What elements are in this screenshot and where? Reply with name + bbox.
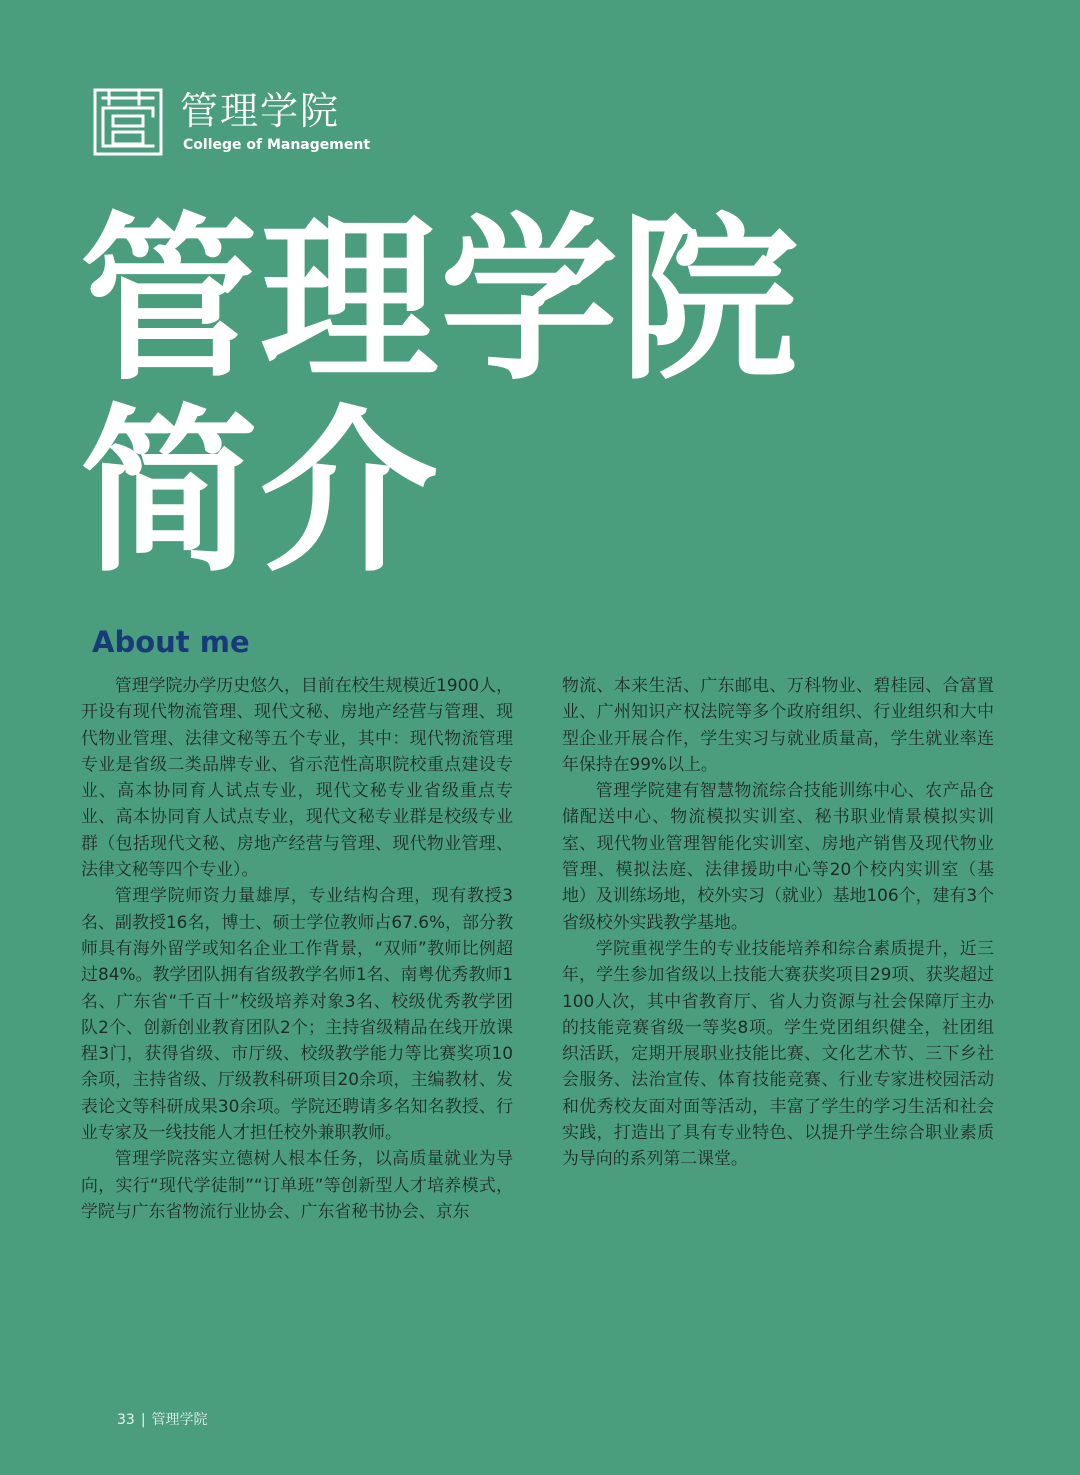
paragraph: 管理学院师资力量雄厚，专业结构合理，现有教授3名、副教授16名，博士、硕士学位教师占67.6%，部分教师具有海外留学或知名企业工作背景，“双师”教师比例超过84%。教学团队拥有省级教学名师1名、南粤优秀教师1名、广东省“千百十”校级培养对象3名、校级优秀教学团队2个、创新创业教育团队2个；主持省级精品在线开放课程3门，获得省级、市厅级、校级教学能力等比赛奖项10余项，主持省级、厅级教科研项目20余项，主编教材、发表论文等科研成果30余项。学院还聘请多名知名教授、行业专家及一线技能人才担任校外兼职教师。 <box>81 885 513 1143</box>
title-line-1: 管理学院 <box>80 197 800 404</box>
title-line-2: 简介 <box>80 389 440 596</box>
page-title <box>80 197 800 596</box>
paragraph: 管理学院建有智慧物流综合技能训练中心、农产品仓储配送中心、物流模拟实训室、秘书职业情景模拟实训室、现代物业管理智能化实训室、房地产销售及现代物业管理、模拟法庭、法律援助中心等20个校内实训室（基地）及训练场地，校外实习（就业）基地106个，建有3个省级校外实践教学基地。 <box>562 780 994 932</box>
section-subtitle: About me <box>92 625 250 659</box>
left-text-column <box>81 672 513 1224</box>
right-text-column <box>562 672 994 1172</box>
page-footer <box>117 1409 208 1431</box>
paragraph: 学院重视学生的专业技能培养和综合素质提升，近三年，学生参加省级以上技能大赛获奖项目29项、获奖超过100人次，其中省教育厅、省人力资源与社会保障厅主办的技能竞赛省级一等奖8项。学生党团组织健全，社团组织活跃，定期开展职业技能比赛、文化艺术节、三下乡社会服务、法治宣传、体育技能竞赛、行业专家进校园活动和优秀校友面对面等活动，丰富了学生的学习生活和社会实践，打造出了具有专业特色、以提升学生综合职业素质为导向的系列第二课堂。 <box>562 937 994 1169</box>
paragraph: 管理学院办学历史悠久，目前在校生规模近1900人，开设有现代物流管理、现代文秘、房地产经营与管理、现代物业管理、法律文秘等五个专业，其中：现代物流管理专业是省级二类品牌专业、省示范性高职院校重点建设专业、高本协同育人试点专业，现代文秘专业省级重点专业、高本协同育人试点专业，现代文秘专业群是校级专业群（包括现代文秘、房地产经营与管理、现代物业管理、法律文秘等四个专业）。 <box>81 675 513 880</box>
college-name-cn: 管理学院 <box>180 89 341 133</box>
page-number: 33 <box>117 1412 135 1428</box>
paragraph: 管理学院落实立德树人根本任务，以高质量就业为导向，实行“现代学徒制”“订单班”等创新型人才培养模式，学院与广东省物流行业协会、广东省秘书协会、京东 <box>81 1148 513 1221</box>
college-name-en: College of Management <box>183 137 371 153</box>
paragraph: 物流、本来生活、广东邮电、万科物业、碧桂园、合富置业、广州知识产权法院等多个政府组织、行业组织和大中型企业开展合作，学生实习与就业质量高，学生就业率连年保持在99%以上。 <box>562 675 994 774</box>
college-logo <box>93 88 371 160</box>
footer-separator: | <box>140 1412 146 1428</box>
footer-label: 管理学院 <box>151 1412 208 1428</box>
college-seal-icon <box>93 88 163 156</box>
